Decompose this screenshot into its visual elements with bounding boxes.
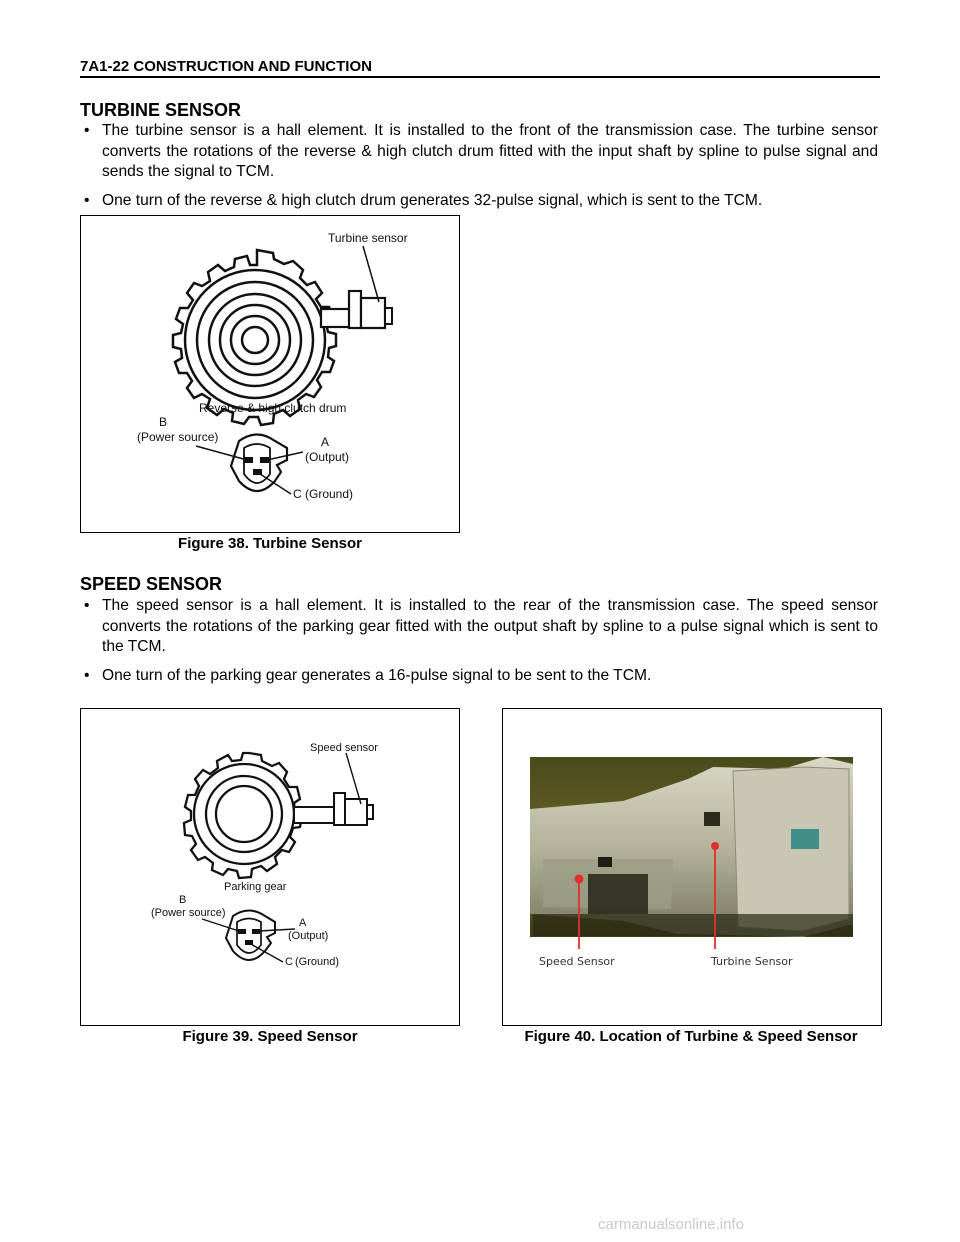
speed-sensor-heading: SPEED SENSOR [80,574,223,594]
bullet-icon: • [84,191,90,209]
turbine-sensor-label: Turbine sensor [328,231,408,245]
connector-icon [226,911,275,961]
speed-sensor-body [294,793,373,825]
turbine-sensor-heading: TURBINE SENSOR [80,100,242,120]
pin-b-label: B [179,894,187,906]
connector-icon [231,435,287,492]
list-item [80,191,878,212]
pin-c-desc: (Ground) [295,956,340,968]
pin-a-desc: (Output) [305,450,350,464]
figure-38-turbine-sensor [80,215,460,533]
pin-b-desc: (Power source) [137,430,219,444]
speed-sensor-label: Speed sensor [310,742,378,754]
bullet-text: The speed sensor is a hall element. It is installed to the rear of the transmission case. The speed sensor converts the rotations of the parking gear fitted with the output shaft by spline to a pulse signal which is sent to the TCM. [102,597,878,655]
figure-40-caption: Figure 40. Location of Turbine & Speed Sensor [524,1028,858,1045]
pin-c-label: C [293,487,302,501]
list-item [80,596,878,658]
watermark: carmanualsonline.info [598,1216,744,1233]
pin-b-desc: (Power source) [151,907,226,919]
pin-c-desc: (Ground) [305,487,354,501]
figure-39-caption: Figure 39. Speed Sensor [182,1028,358,1045]
turbine-sensor-bullets [80,121,878,219]
bullet-text: One turn of the reverse & high clutch drum generates 32-pulse signal, which is sent to the TCM. [102,191,763,209]
pin-a-label: A [321,435,330,449]
bullet-text: The turbine sensor is a hall element. It is installed to the front of the transmission case. The turbine sensor converts the rotations of the reverse & high clutch drum fitted with the input shaft by spline to pulse signal and sends the signal to TCM. [102,122,878,180]
bullet-icon: • [84,122,90,139]
figure-40-location [502,708,882,1026]
pin-b-label: B [159,415,168,429]
bullet-text: One turn of the parking gear generates a 16-pulse signal to be sent to the TCM. [102,666,652,684]
drum-label: Reverse & high clutch drum [199,401,347,415]
figure-38-caption: Figure 38. Turbine Sensor [178,535,362,552]
bullet-icon: • [84,666,90,684]
speed-sensor-photo-label: Speed Sensor [539,955,615,968]
speed-sensor-diagram [81,709,459,1025]
list-item [80,121,878,183]
pin-c-label: C [285,956,293,968]
pin-a-label: A [299,917,307,929]
parking-gear-label: Parking gear [224,881,287,893]
pin-a-desc: (Output) [288,930,329,942]
speed-sensor-bullets [80,596,878,694]
page-header: 7A1-22 CONSTRUCTION AND FUNCTION [80,58,880,78]
list-item [80,666,878,687]
turbine-sensor-body [321,291,392,328]
turbine-sensor-diagram [81,216,459,532]
turbine-sensor-photo-label: Turbine Sensor [711,955,793,968]
figure-39-speed-sensor [80,708,460,1026]
bullet-icon: • [84,597,90,614]
transmission-photo [503,709,881,1025]
